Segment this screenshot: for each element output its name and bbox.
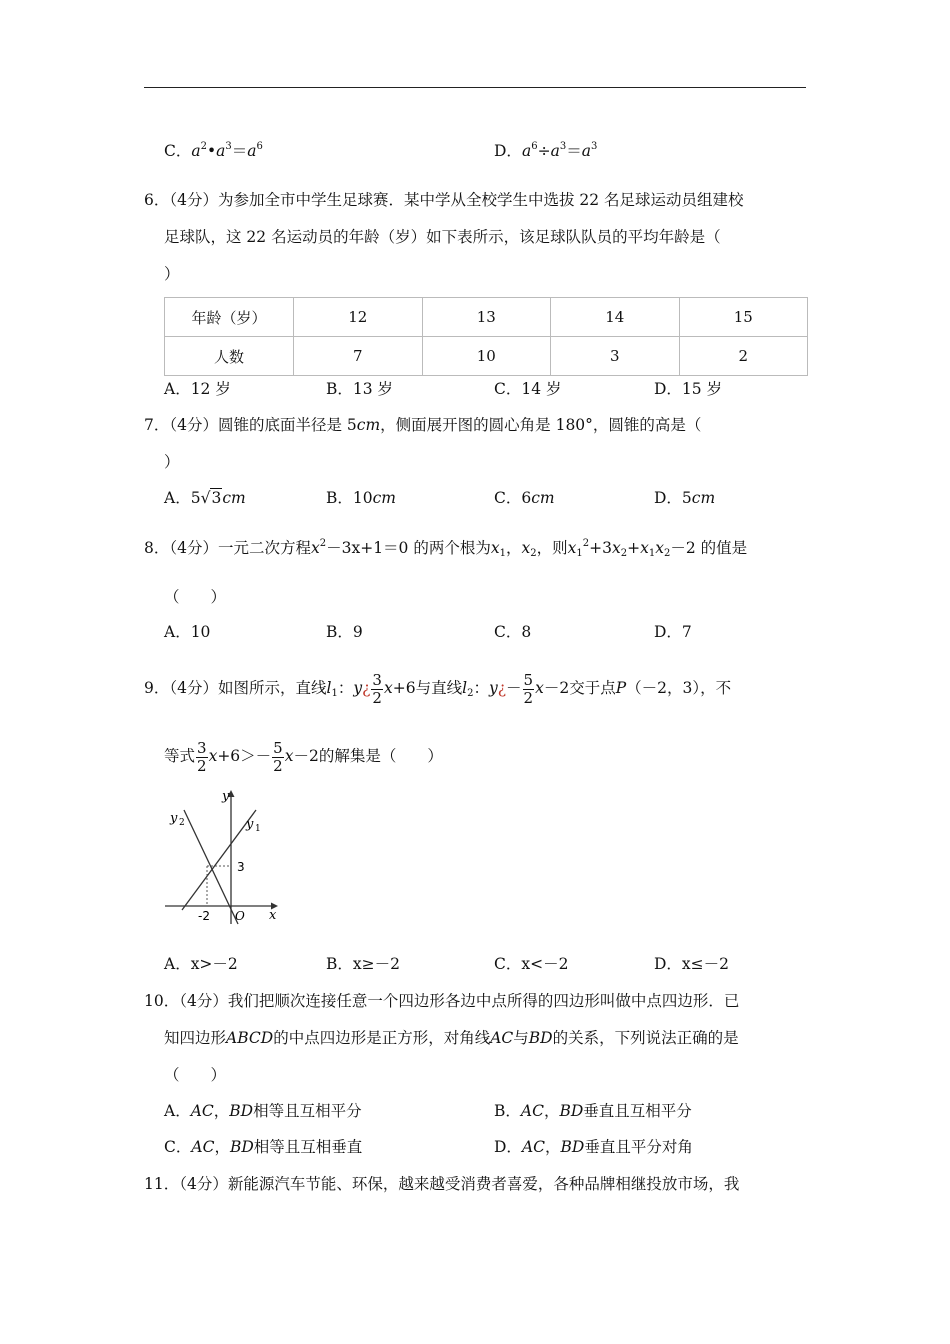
header-rule xyxy=(144,87,806,88)
q9-graph xyxy=(160,786,285,926)
q9-option-c[interactable]: C．x<－2 xyxy=(494,955,569,973)
q7-stem-line1: 7．（4分）圆锥的底面半径是 5cm，侧面展开图的圆心角是 180°，圆锥的高是（ xyxy=(144,416,702,434)
y2-label: y xyxy=(170,811,178,826)
q8-option-a[interactable]: A．10 xyxy=(164,623,211,641)
q10-option-c[interactable]: C．AC，BD相等且互相垂直 xyxy=(164,1138,363,1156)
table-cell: 13 xyxy=(422,298,551,337)
q8-stem-line2: （ ） xyxy=(164,588,227,606)
q6-age-table xyxy=(164,297,808,376)
q10-option-d[interactable]: D．AC，BD垂直且平分对角 xyxy=(494,1138,693,1156)
tick-3: 3 xyxy=(237,860,245,874)
q10-option-a[interactable]: A．AC，BD相等且互相平分 xyxy=(164,1102,362,1120)
table-cell: 15 xyxy=(679,298,808,337)
tick-neg2: -2 xyxy=(198,909,210,923)
table-cell: 2 xyxy=(679,337,808,376)
q6-stem-line2: 足球队，这 22 名运动员的年龄（岁）如下表所示，该足球队队员的平均年龄是（ xyxy=(164,228,721,246)
q10-option-b[interactable]: B．AC，BD垂直且互相平分 xyxy=(494,1102,692,1120)
table-cell: 7 xyxy=(294,337,423,376)
q11-stem-line1: 11．（4分）新能源汽车节能、环保，越来越受消费者喜爱，各种品牌相继投放市场，我 xyxy=(144,1175,740,1193)
q6-stem-line1: 6．（4分）为参加全市中学生足球赛．某中学从全校学生中选拔 22 名足球运动员组建校 xyxy=(144,191,744,209)
q5-option-c[interactable]: C．$a^2•a^3=a^6$ xyxy=(164,141,263,160)
q8-option-b[interactable]: B．9 xyxy=(326,623,363,641)
table-cell: 12 xyxy=(294,298,423,337)
table-cell: 人数 xyxy=(165,337,294,376)
q8-option-c[interactable]: C．8 xyxy=(494,623,532,641)
table-cell: 10 xyxy=(422,337,551,376)
line-y1 xyxy=(182,810,256,910)
line-y2 xyxy=(184,810,238,924)
q6-option-c[interactable]: C．14 岁 xyxy=(494,380,562,398)
y1-label: y xyxy=(246,817,254,832)
table-row xyxy=(165,337,808,376)
q7-option-a[interactable]: A．5√3cm xyxy=(164,489,246,507)
q8-stem-line1: 8．（4分）一元二次方程$x^2-3x+1=0$ 的两个根为$x_1$，$x_2$，则$x_1^2+3x_2+x_1x_2-2$ 的值是 xyxy=(144,538,748,559)
table-cell: 年龄（岁） xyxy=(165,298,294,337)
q6-stem-line3: ） xyxy=(164,265,180,283)
q9-option-a[interactable]: A．x>－2 xyxy=(164,955,238,973)
q5-option-d[interactable]: D．$a^6\div a^3=a^3$ xyxy=(494,141,598,160)
table-row xyxy=(165,298,808,337)
q10-stem-line3: （ ） xyxy=(164,1066,227,1084)
q9-stem-line2: 等式 $\frac{3}{2}$ x+6＞－ $\frac{5}{2}$ x－2的解集是（ ） xyxy=(164,738,443,775)
q7-option-d[interactable]: D．5cm xyxy=(654,489,716,507)
q7-option-b[interactable]: B．10cm xyxy=(326,489,397,507)
origin-label: O xyxy=(235,909,245,923)
q10-stem-line1: 10．（4分）我们把顺次连接任意一个四边形各边中点所得的四边形叫做中点四边形．已 xyxy=(144,992,740,1010)
q9-option-d[interactable]: D．x≤－2 xyxy=(654,955,730,973)
q9-stem-line1: 9．（4分）如图所示，直线$l_1$：y¿ $\frac{3}{2}$ x+6与直线$l_2$：y¿－ $\frac{5}{2}$ x－2交于点P（－2，3），不 xyxy=(144,670,732,707)
q6-option-b[interactable]: B．13 岁 xyxy=(326,380,394,398)
table-cell: 14 xyxy=(551,298,680,337)
q6-option-a[interactable]: A．12 岁 xyxy=(164,380,231,398)
q9-option-b[interactable]: B．x≥－2 xyxy=(326,955,400,973)
table-cell: 3 xyxy=(551,337,680,376)
q6-option-d[interactable]: D．15 岁 xyxy=(654,380,723,398)
svg-text:2: 2 xyxy=(179,818,185,828)
q7-stem-line2: ） xyxy=(164,453,180,471)
q8-option-d[interactable]: D．7 xyxy=(654,623,692,641)
q10-stem-line2: 知四边形ABCD的中点四边形是正方形，对角线AC与BD的关系，下列说法正确的是 xyxy=(164,1029,739,1047)
y-axis-label: y xyxy=(222,789,230,804)
x-axis-label: x xyxy=(269,908,277,923)
q7-option-c[interactable]: C．6cm xyxy=(494,489,555,507)
svg-text:1: 1 xyxy=(255,824,261,834)
